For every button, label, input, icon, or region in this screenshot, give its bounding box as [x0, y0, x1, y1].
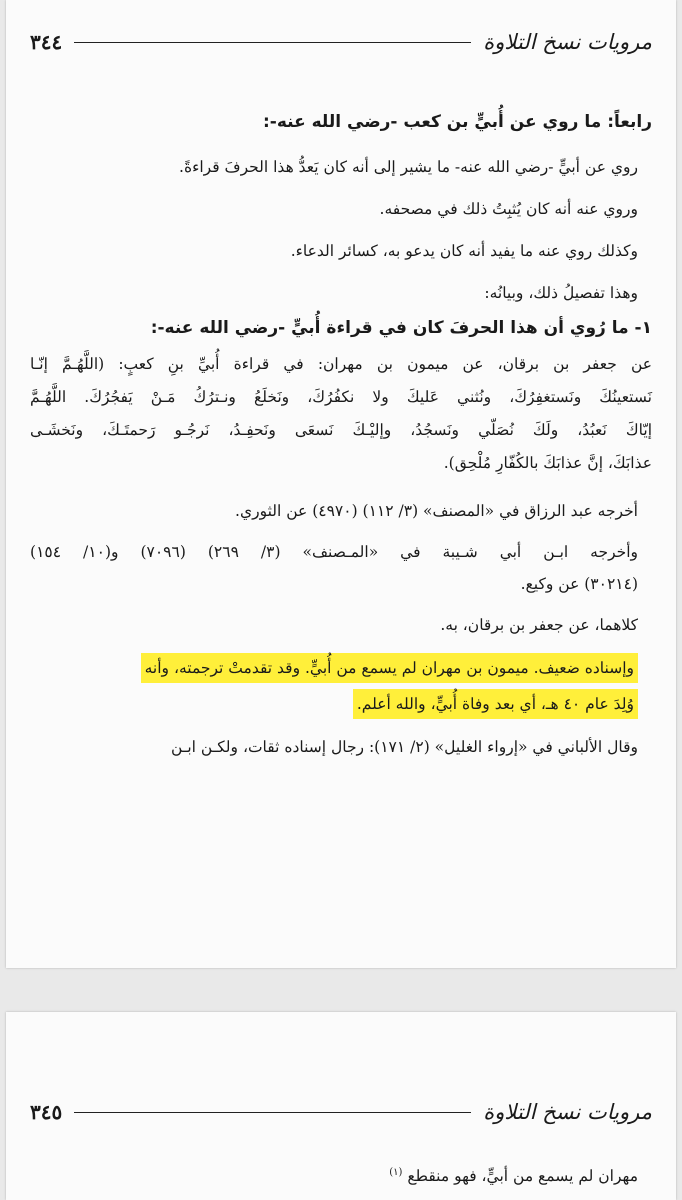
intro-paragraph-4: وهذا تفصيلُ ذلك، وبيانُه:: [484, 284, 638, 302]
quote-line: عذابَكَ، إنَّ عذابَكَ بالكُفّارِ مُلْحِق).: [443, 454, 652, 472]
subsection-heading: ١- ما رُوي أن هذا الحرفَ كان في قراءة أُبيٍّ -رضي الله عنه-:: [150, 318, 652, 338]
isnad-ruling-highlighted: [30, 650, 652, 722]
takhrij-abdulrazzaq: أخرجه عبد الرزاق في «المصنف» (٣/ ١١٢) (٤٩٧٠) عن الثوري.: [235, 502, 638, 520]
footnote-reference: (١): [389, 1167, 403, 1178]
book-title-logo: مرويات نسخ التلاوة: [483, 1100, 652, 1124]
section-heading: رابعاً: ما روي عن أُبيٍّ بن كعب -رضي الله عنه-:: [262, 112, 652, 132]
book-page-345: [6, 1012, 676, 1200]
book-title-logo: مرويات نسخ التلاوة: [483, 30, 652, 54]
header-rule: [74, 42, 471, 43]
book-page-344: [6, 0, 676, 968]
page-body: [30, 112, 652, 772]
kilahuma-line: كلاهما، عن جعفر بن برقان، به.: [440, 616, 638, 634]
albani-quote: وقال الألباني في «إرواء الغليل» (٢/ ١٧١): رجال إسناده ثقات، ولكـن ابـن: [171, 738, 638, 756]
quote-line: إيّاكَ نَعبُدُ، ولَكَ نُصَلّي ونَسجُدُ، وإليْـكَ نَسعَى ونَحفِـدُ، نَرجُـو رَحمتَـكَ، ونَخشَـى: [30, 421, 652, 439]
header-rule: [74, 1112, 471, 1113]
qunut-quote: [30, 348, 652, 480]
page-number: ٣٤٤: [30, 30, 63, 54]
continuation-line: مهران لم يسمع من أبيٍّ، فهو منقطع $^{(١)}$: [389, 1167, 638, 1186]
page-header: [30, 22, 652, 62]
intro-paragraph-3: وكذلك روي عنه ما يفيد أنه كان يدعو به، كسائر الدعاء.: [290, 242, 638, 260]
page-body: [30, 1156, 652, 1200]
intro-paragraph-1: روي عن أبيٍّ -رضي الله عنه- ما يشير إلى أنه كان يَعدُّ هذا الحرفَ قراءةً.: [179, 158, 638, 176]
page-number: ٣٤٥: [30, 1100, 63, 1124]
highlighted-text: وإسناده ضعيف. ميمون بن مهران لم يسمع من أُبيٍّ. وقد تقدمتْ ترجمته، وأنه: [141, 653, 638, 683]
page-header: [30, 1092, 652, 1132]
intro-paragraph-2: وروي عنه أنه كان يُثبِتُ ذلك في مصحفه.: [379, 200, 638, 218]
highlighted-text: وُلِدَ عام ٤٠ هـ، أي بعد وفاة أُبيٍّ، والله أعلم.: [353, 689, 638, 719]
takhrij-ibn-abi-shaybah: وأخرجه ابـن أبي شـيبة في «المـصنف» (٣/ ٢٦٩) (٧٠٩٦) و(١٠/ ١٥٤) (٣٠٢١٤) عن وكيع.: [30, 543, 638, 593]
quote-line: عن جعفر بن برقان، عن ميمون بن مهران: في قراءة أُبيِّ بنِ كعبٍ: (اللَّهُـمَّ إنّـا: [30, 355, 652, 373]
quote-line: نَستعينُكَ ونَستغفِرُكَ، ونُثني عَليكَ ولا نكفُرُكَ، ونَخلَعُ ونـترُكُ مَـنْ يَفجُرُكَ. اللَّهُـمَّ: [30, 388, 652, 406]
